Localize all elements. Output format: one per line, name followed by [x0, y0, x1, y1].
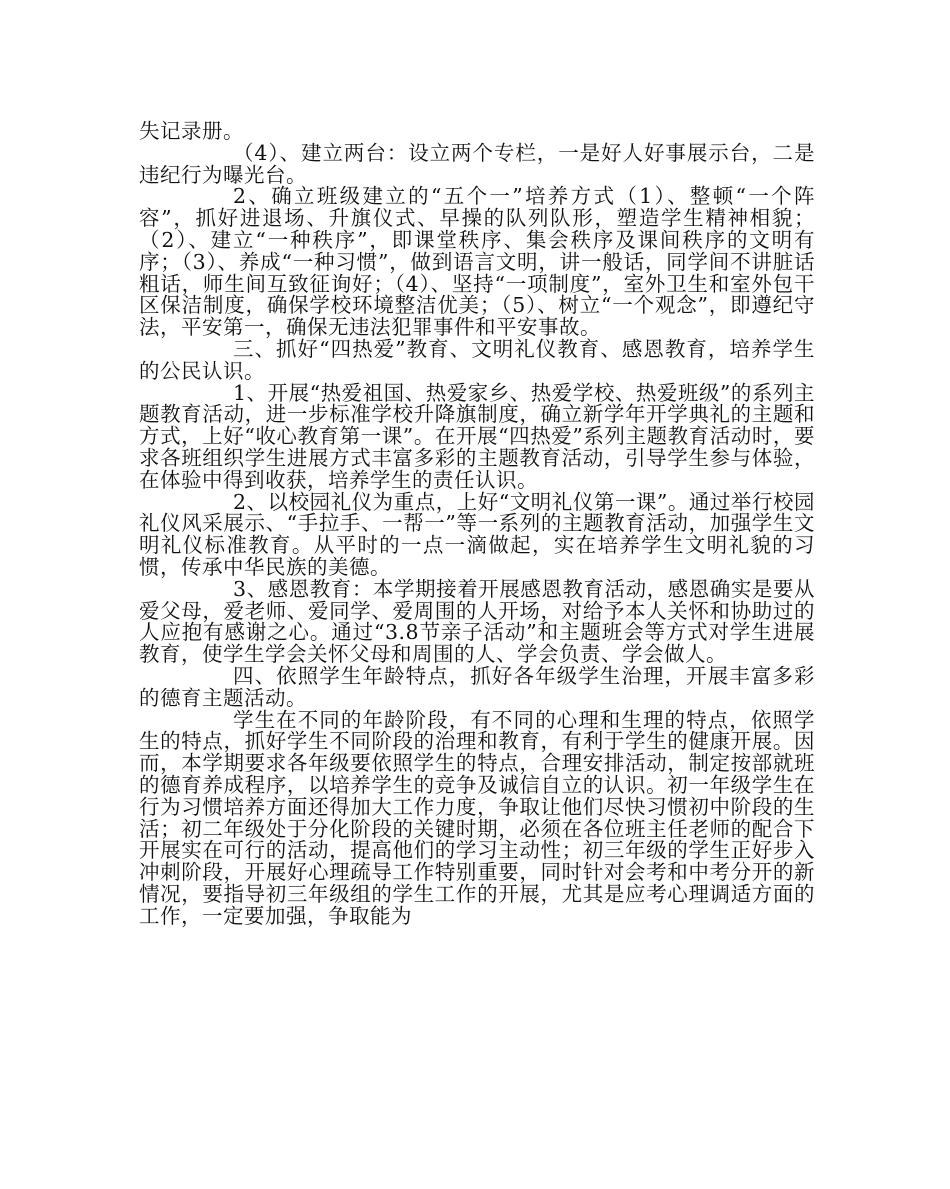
- paragraph-continuation: 失记录册。: [139, 119, 244, 143]
- section-heading-four: 四、依照学生年龄特点，抓好各年级学生治理，开展丰富多彩的德育主题活动。: [139, 663, 815, 710]
- paragraph-grade-management: 学生在不同的年龄阶段，有不同的心理和生理的特点，依照学生的特点，抓好学生不同阶段的治理和教育，有利于学生的健康开展。因而，本学期要求各年级要依照学生的特点，合理安排活动，制定按部就班的德育养成程序，以培养学生的竞争及诚信自立的认识。初一年级学生在行为习惯培养方面还得加大工作力度，争取让他们尽快习惯初中阶段的生活；初二年级处于分化阶段的关键时期，必须在各位班主任老师的配合下开展实在可行的活动，提高他们的学习主动性；初三年级的学生正好步入冲刺阶段，开展好心理疏导工作特别重要，同时针对会考和中考分开的新情况，要指导初三年级组的学生工作的开展，尤其是应考心理调适方面的工作，一定要加强，争取能为: [139, 707, 815, 928]
- paragraph-two-boards: （4）、建立两台：设立两个专栏，一是好人好事展示台，二是违纪行为曝光台。: [139, 140, 815, 187]
- paragraph-gratitude: 3、感恩教育：本学期接着开展感恩教育活动，感恩确实是要从爱父母，爱老师、爱同学、爱周围的人开场，对给予本人关怀和协助过的人应抱有感谢之心。通过“3.8节亲子活动”和主题班会等方式对学生进展教育，使学生学会关怀父母和周围的人、学会负责、学会做人。: [139, 576, 815, 667]
- paragraph-five-ones: 2、确立班级建立的“五个一”培养方式（1）、整顿“一个阵容”，抓好进退场、升旗仪式、早操的队列队形，塑造学生精神相貌；（2）、建立“一种秩序”，即课堂秩序、集会秩序及课间秩序的文明有序；（3）、养成“一种习惯”，做到语言文明，讲一般话，同学间不讲脏话粗话，师生间互致征询好；（4）、坚持“一项制度”，室外卫生和室外包干区保洁制度，确保学校环境整洁优美；（5）、树立“一个观念”，即遵纪守法，平安第一，确保无违法犯罪事件和平安事故。: [139, 184, 815, 340]
- paragraph-etiquette: 2、以校园礼仪为重点，上好“文明礼仪第一课”。通过举行校园礼仪风采展示、“手拉手、一帮一”等一系列的主题教育活动，加强学生文明礼仪标准教育。从平时的一点一滴做起，实在培养学生文明礼貌的习惯，传承中华民族的美德。: [139, 489, 815, 579]
- document-body: [139, 121, 815, 927]
- paragraph-four-loves: 1、开展“热爱祖国、热爱家乡、热爱学校、热爱班级”的系列主题教育活动，进一步标准学校升降旗制度，确立新学年开学典礼的主题和方式，上好“收心教育第一课”。在开展“四热爱”系列主题教育活动时，要求各班组织学生进展方式丰富多彩的主题教育活动，引导学生参与体验，在体验中得到收获，培养学生的责任认识。: [139, 380, 815, 492]
- section-heading-three: 三、抓好“四热爱”教育、文明礼仪教育、感恩教育，培养学生的公民认识。: [139, 336, 815, 383]
